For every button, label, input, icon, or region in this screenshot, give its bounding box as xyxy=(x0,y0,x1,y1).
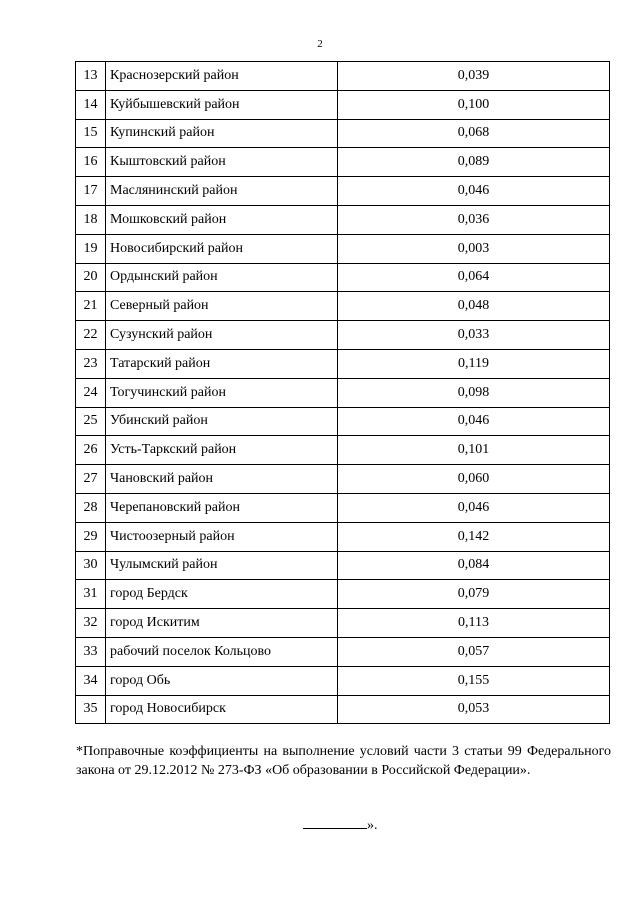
row-number: 21 xyxy=(76,292,106,321)
row-number: 26 xyxy=(76,436,106,465)
municipality-name: Куйбышевский район xyxy=(106,90,338,119)
coefficient-value: 0,119 xyxy=(338,349,610,378)
table-row xyxy=(76,119,610,148)
table-row xyxy=(76,62,610,91)
municipality-name: Новосибирский район xyxy=(106,234,338,263)
municipality-name: Чистоозерный район xyxy=(106,522,338,551)
municipality-name: Ордынский район xyxy=(106,263,338,292)
coefficient-value: 0,046 xyxy=(338,177,610,206)
table-row xyxy=(76,637,610,666)
row-number: 25 xyxy=(76,407,106,436)
municipality-name: город Новосибирск xyxy=(106,695,338,724)
coefficient-value: 0,053 xyxy=(338,695,610,724)
coefficient-value: 0,100 xyxy=(338,90,610,119)
municipality-name: рабочий поселок Кольцово xyxy=(106,637,338,666)
coefficient-value: 0,033 xyxy=(338,321,610,350)
municipality-name: Кыштовский район xyxy=(106,148,338,177)
row-number: 15 xyxy=(76,119,106,148)
coefficient-value: 0,060 xyxy=(338,465,610,494)
page-number: 2 xyxy=(317,38,323,50)
closing-line xyxy=(303,816,378,834)
row-number: 27 xyxy=(76,465,106,494)
footnote: *Поправочные коэффициенты на выполнение условий части 3 статьи 99 Федерального закона от 29.12.2012 № 273-ФЗ «Об образовании в Российской Федерации». xyxy=(76,744,611,778)
coefficient-value: 0,039 xyxy=(338,62,610,91)
table-row xyxy=(76,205,610,234)
table-row xyxy=(76,666,610,695)
row-number: 35 xyxy=(76,695,106,724)
table-row xyxy=(76,522,610,551)
coefficient-value: 0,057 xyxy=(338,637,610,666)
table-row xyxy=(76,580,610,609)
row-number: 18 xyxy=(76,205,106,234)
table-row xyxy=(76,292,610,321)
table-row xyxy=(76,695,610,724)
table-body xyxy=(76,62,610,724)
coefficient-value: 0,048 xyxy=(338,292,610,321)
municipality-name: Усть-Таркский район xyxy=(106,436,338,465)
coefficient-value: 0,098 xyxy=(338,378,610,407)
table-row xyxy=(76,321,610,350)
row-number: 16 xyxy=(76,148,106,177)
row-number: 31 xyxy=(76,580,106,609)
municipality-name: город Бердск xyxy=(106,580,338,609)
row-number: 13 xyxy=(76,62,106,91)
row-number: 29 xyxy=(76,522,106,551)
coefficient-value: 0,036 xyxy=(338,205,610,234)
row-number: 34 xyxy=(76,666,106,695)
municipality-name: город Обь xyxy=(106,666,338,695)
table-row xyxy=(76,609,610,638)
blank-signature-line xyxy=(303,816,367,829)
row-number: 14 xyxy=(76,90,106,119)
row-number: 30 xyxy=(76,551,106,580)
municipality-name: Мошковский район xyxy=(106,205,338,234)
coefficient-value: 0,113 xyxy=(338,609,610,638)
row-number: 17 xyxy=(76,177,106,206)
municipality-name: Краснозерский район xyxy=(106,62,338,91)
municipality-name: город Искитим xyxy=(106,609,338,638)
row-number: 23 xyxy=(76,349,106,378)
municipality-name: Купинский район xyxy=(106,119,338,148)
table-row xyxy=(76,234,610,263)
coefficient-value: 0,068 xyxy=(338,119,610,148)
coefficient-value: 0,084 xyxy=(338,551,610,580)
coefficient-value: 0,046 xyxy=(338,407,610,436)
coefficient-value: 0,089 xyxy=(338,148,610,177)
municipality-name: Тогучинский район xyxy=(106,378,338,407)
coefficients-table xyxy=(75,61,610,724)
coefficient-value: 0,142 xyxy=(338,522,610,551)
row-number: 19 xyxy=(76,234,106,263)
table-row xyxy=(76,436,610,465)
table-row xyxy=(76,263,610,292)
table-row xyxy=(76,493,610,522)
closing-quote: ». xyxy=(367,818,378,833)
municipality-name: Северный район xyxy=(106,292,338,321)
row-number: 24 xyxy=(76,378,106,407)
coefficient-value: 0,155 xyxy=(338,666,610,695)
municipality-name: Сузунский район xyxy=(106,321,338,350)
table-row xyxy=(76,465,610,494)
coefficient-value: 0,046 xyxy=(338,493,610,522)
municipality-name: Чулымский район xyxy=(106,551,338,580)
table-row xyxy=(76,349,610,378)
table-row xyxy=(76,177,610,206)
table-row xyxy=(76,407,610,436)
table-row xyxy=(76,378,610,407)
municipality-name: Черепановский район xyxy=(106,493,338,522)
municipality-name: Татарский район xyxy=(106,349,338,378)
table-row xyxy=(76,148,610,177)
coefficient-value: 0,101 xyxy=(338,436,610,465)
row-number: 28 xyxy=(76,493,106,522)
row-number: 20 xyxy=(76,263,106,292)
table-row xyxy=(76,90,610,119)
row-number: 33 xyxy=(76,637,106,666)
coefficient-value: 0,064 xyxy=(338,263,610,292)
coefficient-value: 0,079 xyxy=(338,580,610,609)
municipality-name: Убинский район xyxy=(106,407,338,436)
coefficient-value: 0,003 xyxy=(338,234,610,263)
table-row xyxy=(76,551,610,580)
row-number: 22 xyxy=(76,321,106,350)
municipality-name: Маслянинский район xyxy=(106,177,338,206)
row-number: 32 xyxy=(76,609,106,638)
municipality-name: Чановский район xyxy=(106,465,338,494)
